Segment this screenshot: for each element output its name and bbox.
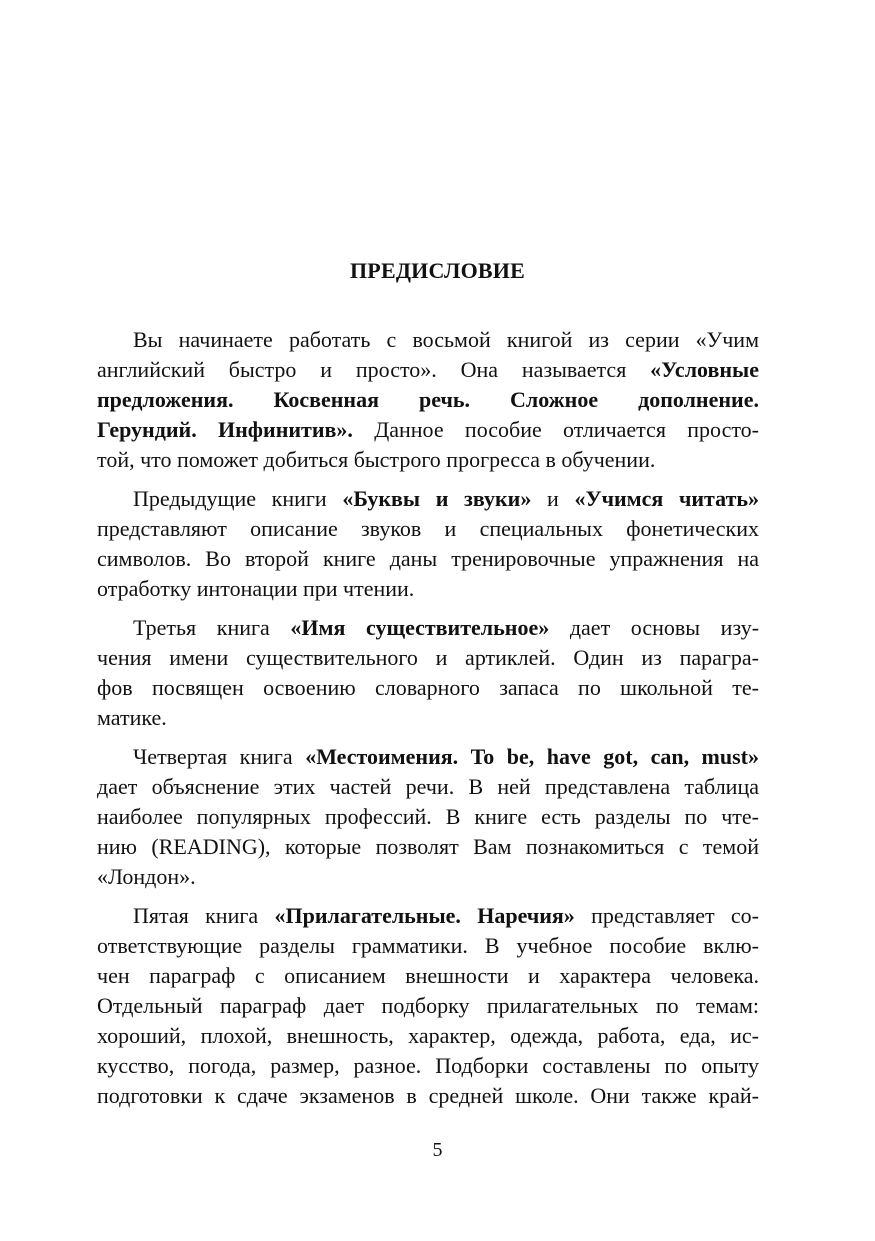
- bold-text-run: Герундий. Инфинитив».: [97, 417, 353, 442]
- text-line: [97, 1081, 759, 1111]
- text-line: [97, 355, 759, 385]
- text-run: «Лондон».: [97, 864, 196, 889]
- text-run: хороший, плохой, внешность, характер, одежда, работа, еда, ис-: [97, 1023, 759, 1048]
- text-run: той, что поможет добиться быстрого прогресса в обучении.: [97, 447, 656, 472]
- text-line: [97, 742, 759, 772]
- text-run: кусство, погода, размер, разное. Подборки составлены по опыту: [97, 1053, 759, 1078]
- text-line: [97, 445, 759, 475]
- text-line: [97, 991, 759, 1021]
- text-run: английский быстро и просто». Она называется: [97, 357, 651, 382]
- text-line: [97, 862, 759, 892]
- text-run: представляет со-: [574, 903, 759, 928]
- bold-text-run: «Местоимения. To be, have got, can, must»: [305, 744, 760, 769]
- text-line: [97, 772, 759, 802]
- text-run: Отдельный параграф дает подборку прилагательных по темам:: [97, 993, 759, 1018]
- paragraph: [97, 742, 759, 892]
- text-run: дает основы изу-: [549, 615, 760, 640]
- text-run: Пятая книга: [133, 903, 275, 928]
- bold-text-run: «Имя существительное»: [290, 615, 550, 640]
- bold-text-run: «Прилагательные. Наречия»: [274, 903, 575, 928]
- text-line: [97, 673, 759, 703]
- text-run: дает объяснение этих частей речи. В ней представлена таблица: [97, 774, 759, 799]
- paragraph-gap: [97, 733, 759, 742]
- text-line: [97, 643, 759, 673]
- paragraph-gap: [97, 892, 759, 901]
- text-run: нию (READING), которые позволят Вам познакомиться с темой: [97, 834, 759, 859]
- text-run: Четвертая книга: [133, 744, 306, 769]
- text-run: Предыдущие книги: [133, 486, 343, 511]
- text-line: [97, 931, 759, 961]
- paragraph: [97, 484, 759, 604]
- bold-text-run: «Учимся читать»: [574, 486, 760, 511]
- bold-text-run: «Условные: [650, 357, 759, 382]
- text-run: ответствующие разделы грамматики. В учебное пособие вклю-: [97, 933, 759, 958]
- text-run: символов. Во второй книге даны тренировочные упражнения на: [97, 546, 759, 571]
- text-run: матике.: [97, 705, 167, 730]
- text-line: [97, 832, 759, 862]
- text-run: Третья книга: [133, 615, 291, 640]
- text-line: [97, 613, 759, 643]
- text-run: Данное пособие отличается просто-: [352, 417, 760, 442]
- bold-text-run: предложения. Косвенная речь. Сложное дополнение.: [97, 387, 759, 412]
- text-line: [97, 484, 759, 514]
- text-run: Вы начинаете работать с восьмой книгой из серии «Учим: [133, 327, 759, 352]
- text-run: и: [531, 486, 575, 511]
- text-run: отработку интонации при чтении.: [97, 576, 415, 601]
- text-line: [97, 544, 759, 574]
- text-line: [97, 514, 759, 544]
- paragraph-gap: [97, 475, 759, 484]
- text-line: [97, 1051, 759, 1081]
- page-number: 5: [432, 1139, 443, 1161]
- text-line: [97, 574, 759, 604]
- text-line: [97, 325, 759, 355]
- bold-text-run: «Буквы и звуки»: [342, 486, 532, 511]
- paragraph: [97, 325, 759, 475]
- paragraph-gap: [97, 604, 759, 613]
- text-line: [97, 1021, 759, 1051]
- text-run: чен параграф с описанием внешности и характера человека.: [97, 963, 759, 988]
- text-line: [97, 415, 759, 445]
- paragraph: [97, 613, 759, 733]
- text-line: [97, 901, 759, 931]
- text-line: [97, 961, 759, 991]
- text-run: фов посвящен освоению словарного запаса по школьной те-: [97, 675, 759, 700]
- text-line: [97, 385, 759, 415]
- text-run: чения имени существительного и артиклей. Один из парагра-: [97, 645, 759, 670]
- paragraph: [97, 901, 759, 1111]
- text-line: [97, 802, 759, 832]
- text-line: [97, 703, 759, 733]
- text-run: наиболее популярных профессий. В книге есть разделы по чте-: [97, 804, 759, 829]
- body-text: [97, 325, 759, 1111]
- page-title: ПРЕДИСЛОВИЕ: [350, 258, 525, 283]
- text-run: представляют описание звуков и специальных фонетических: [97, 516, 759, 541]
- text-run: подготовки к сдаче экзаменов в средней школе. Они также край-: [97, 1083, 759, 1108]
